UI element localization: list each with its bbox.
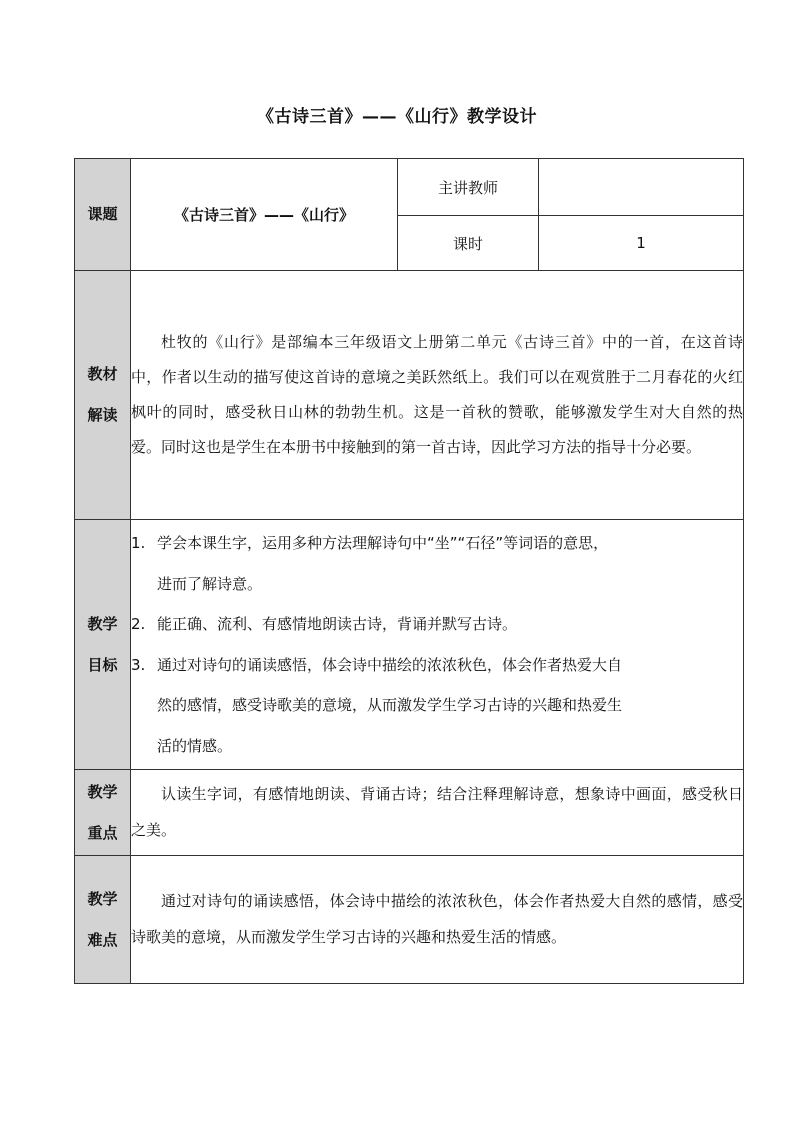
objective-text: 通过对诗句的诵读感悟，体会诗中描绘的浓浓秋色，体会作者热爱大自 [157,655,623,674]
objective-number: 1. [131,534,146,552]
objective-continuation: 然的感情，感受诗歌美的意境，从而激发学生学习古诗的兴趣和热爱生 [157,696,623,714]
period-value: 1 [636,234,646,252]
key-points-label-line1: 教学 [87,782,118,801]
key-points-row [75,770,744,856]
difficulties-row [75,856,744,984]
analysis-label-line2: 解读 [87,406,118,424]
key-points-label-cell [75,770,131,856]
difficulties-label-line2: 难点 [87,930,118,949]
objectives-row [75,520,744,770]
analysis-row [75,271,744,520]
objective-item-3 [131,645,743,686]
objective-number: 3. [131,655,146,674]
objective-continuation: 进而了解诗意。 [157,574,263,593]
course-label-cell [75,159,131,271]
objective-item-2 [131,604,743,645]
document-title: 《古诗三首》——《山行》教学设计 [257,107,537,127]
course-label: 课题 [87,205,118,223]
objective-continuation: 活的情感。 [157,736,233,755]
objective-number: 2. [131,615,146,633]
course-name-cell [131,159,398,271]
teacher-value-cell [539,159,744,216]
analysis-label-cell [75,271,131,520]
lesson-plan-table [74,158,744,984]
period-label: 课时 [452,234,483,253]
difficulties-label-line1: 教学 [87,889,118,908]
analysis-text: 杜牧的《山行》是部编本三年级语文上册第二单元《古诗三首》中的一首，在这首诗中，作者以生动的描写使这首诗的意境之美跃然纸上。我们可以在观赏胜于二月春花的火红枫叶的同时，感受秋日山林的勃勃生机。这是一首秋的赞歌，能够激发学生对大自然的热爱。同时这也是学生在本册书中接触到的第一首古诗，因此学习方法的指导十分必要。 [131,332,743,457]
difficulties-content-cell [131,856,744,984]
teacher-label-cell [398,159,539,216]
objective-item-1 [131,523,743,564]
key-points-text: 认读生字词，有感情地朗读、背诵古诗；结合注释理解诗意，想象诗中画面，感受秋日之美。 [131,785,743,839]
period-label-cell [398,216,539,271]
objective-text: 学会本课生字，运用多种方法理解诗句中“坐”“石径”等词语的意思， [157,534,609,552]
analysis-label-line1: 教材 [87,365,118,383]
course-name: 《古诗三首》——《山行》 [173,206,354,224]
objectives-label-line1: 教学 [87,614,118,633]
objectives-label-cell [75,520,131,770]
period-value-cell [539,216,744,271]
objective-text: 能正确、流利、有感情地朗读古诗，背诵并默写古诗。 [157,615,518,633]
teacher-label: 主讲教师 [437,178,498,197]
teacher-row [75,159,744,216]
difficulties-label-cell [75,856,131,984]
analysis-content-cell [131,271,744,520]
objectives-label-line2: 目标 [87,655,118,674]
difficulties-text: 通过对诗句的诵读感悟，体会诗中描绘的浓浓秋色，体会作者热爱大自然的感情，感受诗歌美的意境，从而激发学生学习古诗的兴趣和热爱生活的情感。 [131,892,743,946]
objectives-content-cell [131,520,744,770]
key-points-label-line2: 重点 [87,823,118,842]
key-points-content-cell [131,770,744,856]
